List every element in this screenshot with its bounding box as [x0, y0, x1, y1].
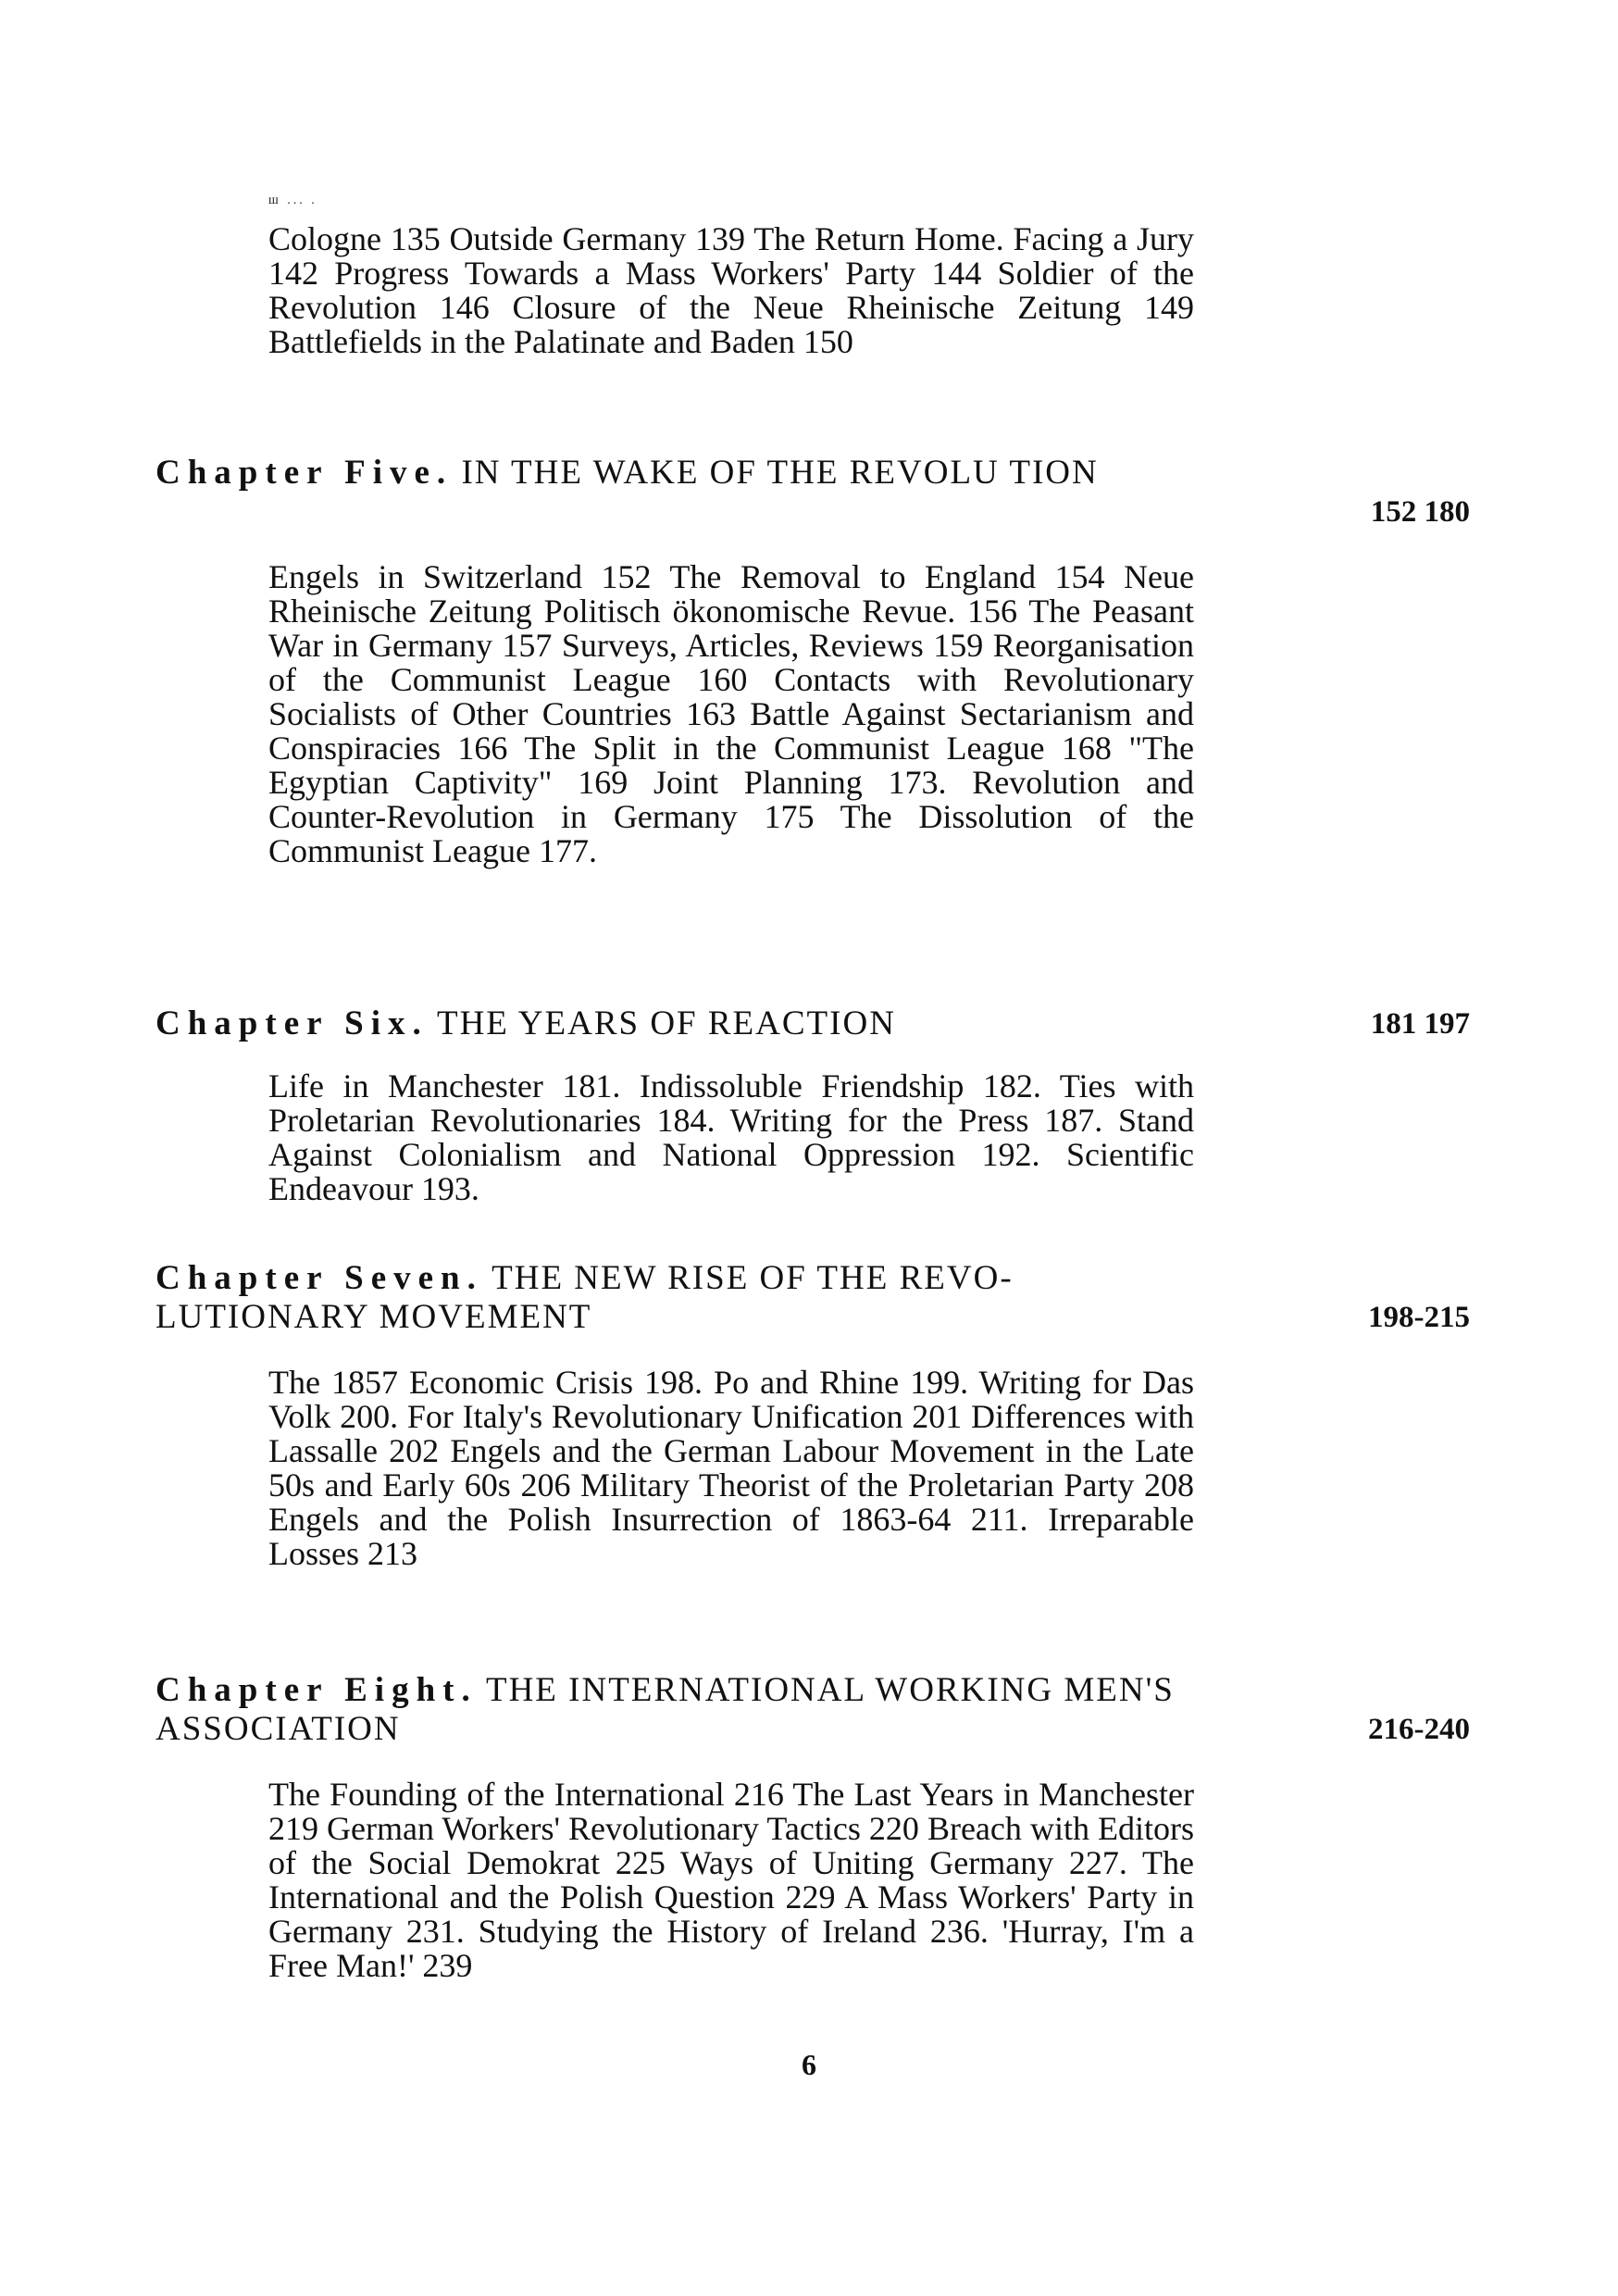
chapter-label: Chapter Eight.: [156, 1671, 478, 1709]
page-range: 152 180: [1370, 495, 1470, 529]
chapter-label: Chapter Six.: [156, 1004, 429, 1042]
contents-text: Engels in Switzerland 152 The Removal to England 154 Neue Rheinische Zeitung Politisch ökonomische Revue. 156 The Peasant War in Germany 157 Surveys, Articles, Reviews 159 Reorganisation of the Communist League 160 Contacts with Revolutionary Socialists of Other Countries 163 Battle Against Sectarianism and Conspiracies 166 The Split in the Communist League 168 "The Egyptian Captivity" 169 Joint Planning 173. Revolution and Counter-Revolution in Germany 175 The Dissolution of the Communist League 177.: [268, 558, 1194, 869]
cut-off-line-fragment: ш ... .: [268, 196, 317, 206]
contents-text: The 1857 Economic Crisis 198. Po and Rhine 199. Writing for Das Volk 200. For Italy's Revolutionary Unification 201 Differences with Lassalle 202 Engels and the German Labour Movement in the Late 50s and Early 60s 206 Military Theorist of the Proletarian Party 208 Engels and the Polish Insurrection of 1863-64 211. Irreparable Losses 213: [268, 1364, 1194, 1572]
chapter-five-contents: [268, 560, 1194, 868]
chapter-heading: [156, 1671, 1192, 1749]
page-number: 6: [802, 2048, 816, 2081]
chapter-eight: [156, 1671, 1470, 1749]
chapter-four-contents-continued: [268, 222, 1194, 359]
chapter-five: [156, 454, 1470, 529]
chapter-label: Chapter Seven.: [156, 1259, 483, 1297]
chapter-heading: [156, 1004, 1192, 1043]
chapter-title: THE INTERNATIONAL WORKING MEN'S ASSOCIATION: [156, 1671, 1175, 1748]
chapter-seven-contents: [268, 1366, 1194, 1571]
chapter-six: [156, 1004, 1470, 1043]
page-range: 181 197: [1370, 1007, 1470, 1041]
contents-text: Cologne 135 Outside Germany 139 The Return Home. Facing a Jury 142 Progress Towards a Mass Workers' Party 144 Soldier of the Revolution 146 Closure of the Neue Rheinische Zeitung 149 Battlefields in the Palatinate and Baden 150: [268, 220, 1194, 360]
chapter-seven: [156, 1259, 1470, 1337]
contents-text: The Founding of the International 216 The Last Years in Manchester 219 German Workers' Revolutionary Tactics 220 Breach with Editors of the Social Demokrat 225 Ways of Uniting Germany 227. The International and the Polish Question 229 A Mass Workers' Party in Germany 231. Studying the History of Ireland 236. 'Hurray, I'm a Free Man!' 239: [268, 1776, 1194, 1984]
page-range: 216-240: [1368, 1713, 1470, 1746]
chapter-six-contents: [268, 1069, 1194, 1206]
contents-text: Life in Manchester 181. Indissoluble Friendship 182. Ties with Proletarian Revolutionaries 184. Writing for the Press 187. Stand Against Colonialism and National Oppression 192. Scientific Endeavour 193.: [268, 1067, 1194, 1207]
chapter-heading: [156, 1259, 1192, 1337]
chapter-title: IN THE WAKE OF THE REVOLU TION: [461, 454, 1099, 492]
chapter-label: Chapter Five.: [156, 454, 454, 492]
page-range: 198-215: [1368, 1301, 1470, 1334]
chapter-heading: [156, 454, 1192, 493]
chapter-title: THE NEW RISE OF THE REVO- LUTIONARY MOVEMENT: [156, 1259, 1014, 1336]
chapter-title: THE YEARS OF REACTION: [436, 1004, 896, 1042]
chapter-eight-contents: [268, 1778, 1194, 1983]
